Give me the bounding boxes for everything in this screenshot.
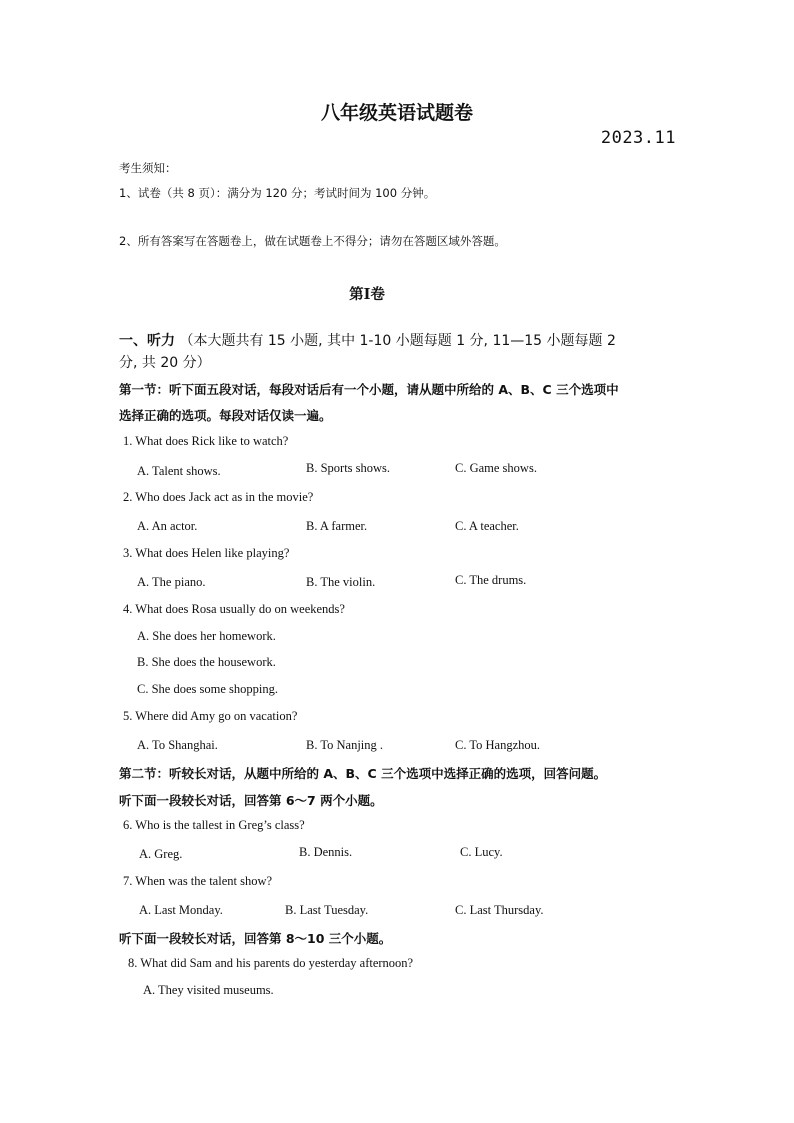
exam-date: 2023.11: [600, 128, 676, 148]
option-6a: A. Greg.: [139, 847, 183, 861]
question-6: 6. Who is the tallest in Greg’s class?: [123, 818, 305, 832]
option-1c: C. Game shows.: [455, 461, 537, 475]
option-1a: A. Talent shows.: [137, 464, 221, 478]
option-8a: A. They visited museums.: [143, 983, 274, 997]
section-heading-bold: 一、听力: [119, 333, 175, 349]
part-title: 第Ⅰ卷: [349, 286, 385, 303]
notice-item-1: 1、试卷（共 8 页）：满分为 120 分；考试时间为 100 分钟。: [119, 186, 436, 200]
section-heading-line-1: [119, 330, 616, 352]
option-6b: B. Dennis.: [299, 845, 353, 859]
question-3: 3. What does Helen like playing?: [123, 546, 290, 560]
question-1: 1. What does Rick like to watch?: [123, 434, 289, 448]
question-5: 5. Where did Amy go on vacation?: [123, 709, 298, 723]
option-7a: A. Last Monday.: [139, 903, 223, 917]
option-2a: A. An actor.: [137, 519, 198, 533]
option-1b: B. Sports shows.: [306, 461, 391, 475]
option-3c: C. The drums.: [455, 573, 527, 587]
sub-section-1-line-2: 选择正确的选项。每段对话仅读一遍。: [119, 408, 332, 423]
option-3a: A. The piano.: [137, 575, 206, 589]
option-2c: C. A teacher.: [455, 519, 519, 533]
section-heading-line-2: 分, 共 20 分）: [119, 355, 211, 371]
option-5c: C. To Hangzhou.: [455, 738, 540, 752]
option-3b: B. The violin.: [306, 575, 376, 589]
page-title: 八年级英语试题卷: [320, 102, 473, 124]
option-6c: C. Lucy.: [460, 845, 503, 859]
option-5a: A. To Shanghai.: [137, 738, 218, 752]
option-4a: A. She does her homework.: [137, 629, 276, 643]
notice-heading: 考生须知：: [119, 161, 177, 175]
sub-section-2: 第二节：听较长对话，从题中所给的 A、B、C 三个选项中选择正确的选项，回答问题。: [119, 766, 607, 781]
option-4b: B. She does the housework.: [137, 655, 276, 669]
option-7c: C. Last Thursday.: [455, 903, 544, 917]
sub-section-1-line-1: 第一节：听下面五段对话，每段对话后有一个小题，请从题中所给的 A、B、C 三个选项中: [119, 382, 619, 397]
question-2: 2. Who does Jack act as in the movie?: [123, 490, 314, 504]
question-8: 8. What did Sam and his parents do yesterday afternoon?: [128, 956, 414, 970]
question-7: 7. When was the talent show?: [123, 874, 273, 888]
notice-item-2: 2、所有答案写在答题卷上，做在试题卷上不得分；请勿在答题区域外答题。: [119, 234, 506, 248]
dialog-instruction-8-10: 听下面一段较长对话，回答第 8～10 三个小题。: [119, 931, 392, 946]
section-heading-rest: （本大题共有 15 小题, 其中 1-10 小题每题 1 分, 11—15 小题每题 2: [179, 333, 616, 349]
option-4c: C. She does some shopping.: [137, 682, 278, 696]
option-7b: B. Last Tuesday.: [285, 903, 369, 917]
option-2b: B. A farmer.: [306, 519, 368, 533]
dialog-instruction-6-7: 听下面一段较长对话，回答第 6～7 两个小题。: [119, 793, 383, 808]
option-5b: B. To Nanjing .: [306, 738, 384, 752]
question-4: 4. What does Rosa usually do on weekends?: [123, 602, 345, 616]
